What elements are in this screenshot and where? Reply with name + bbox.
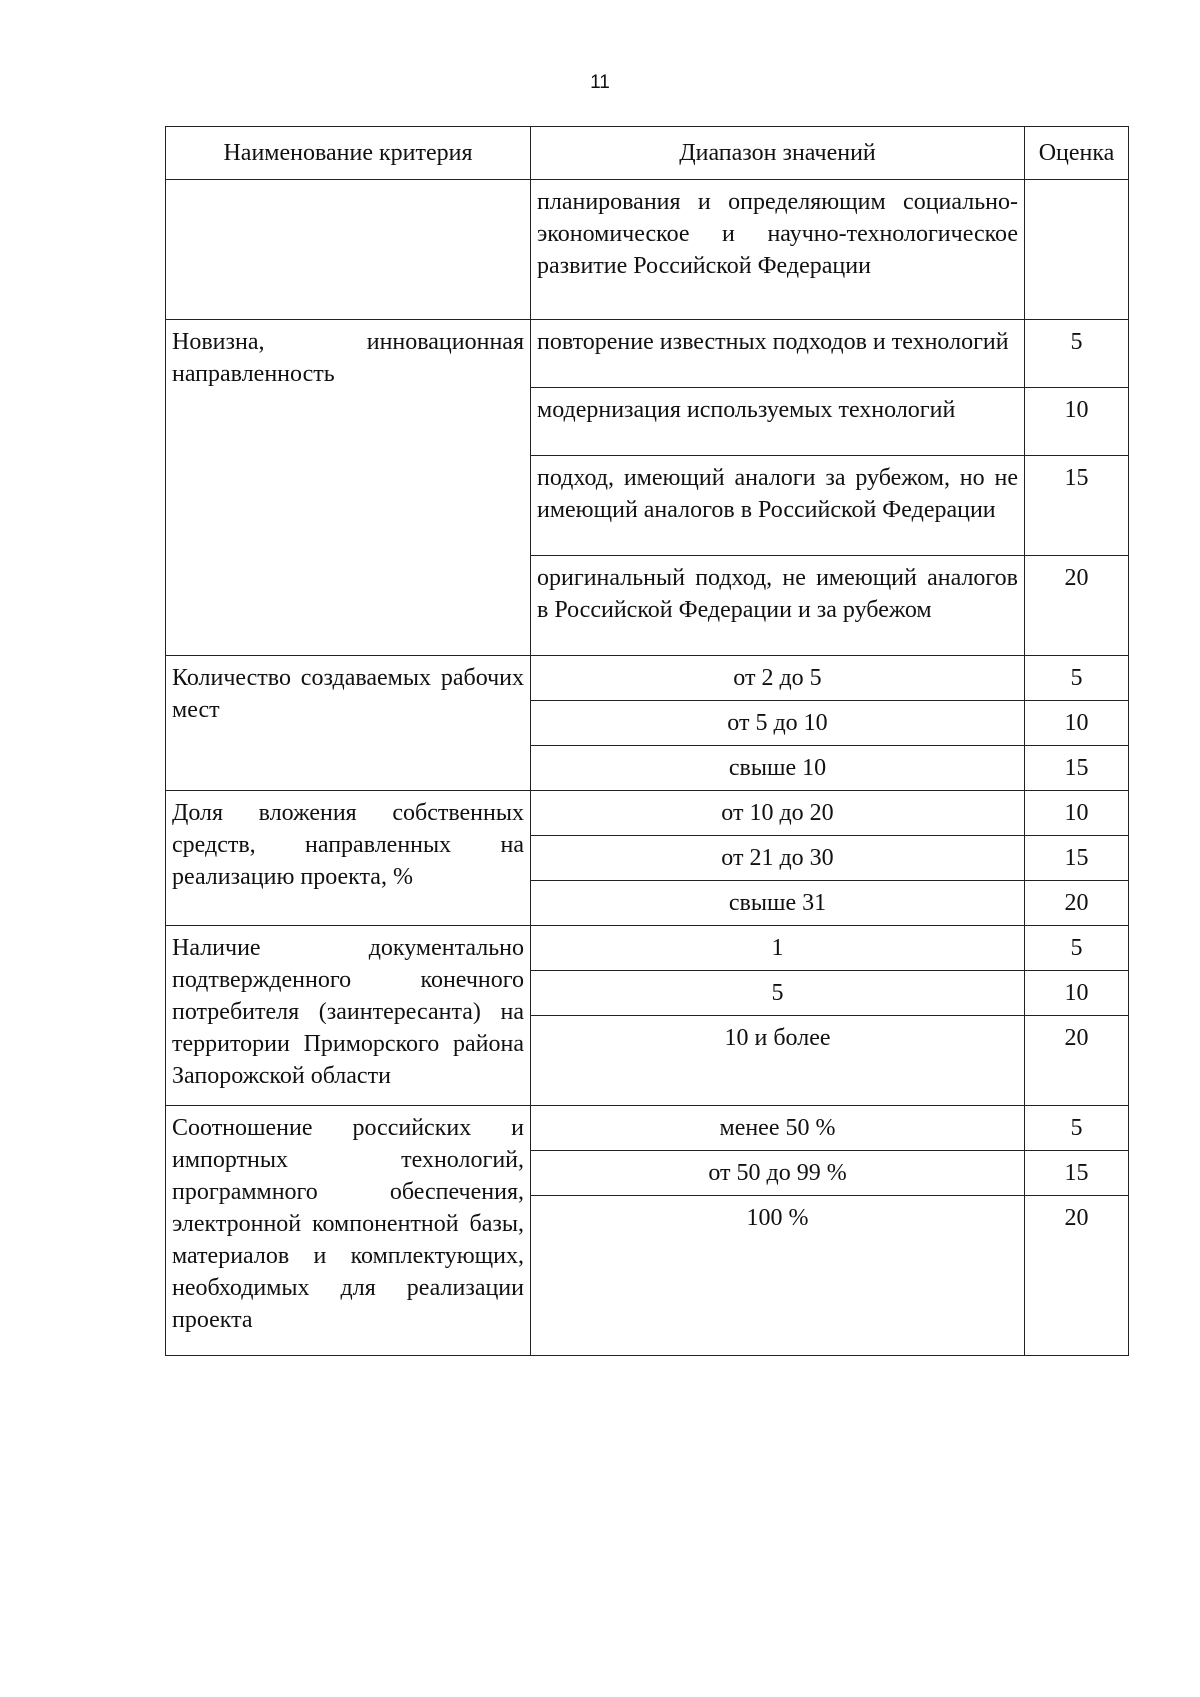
- score-cell: 20: [1025, 556, 1129, 656]
- range-cell: 1: [531, 926, 1025, 971]
- score-cell: 5: [1025, 1106, 1129, 1151]
- table-row: [166, 926, 1129, 971]
- score-cell: 15: [1025, 1151, 1129, 1196]
- header-range: Диапазон значений: [531, 127, 1025, 180]
- range-cell: 10 и более: [531, 1016, 1025, 1106]
- range-cell: менее 50 %: [531, 1106, 1025, 1151]
- range-cell: от 10 до 20: [531, 791, 1025, 836]
- table-row: [166, 791, 1129, 836]
- criterion-cell: Доля вложения собственных средств, направленных на реализацию проекта, %: [166, 791, 531, 926]
- score-cell: 5: [1025, 926, 1129, 971]
- range-cell: подход, имеющий аналоги за рубежом, но не имеющий аналогов в Российской Федерации: [531, 456, 1025, 556]
- table-header-row: [166, 127, 1129, 180]
- table-row: [166, 320, 1129, 388]
- range-cell: 100 %: [531, 1196, 1025, 1356]
- header-score: Оценка: [1025, 127, 1129, 180]
- criteria-table: [165, 126, 1129, 1356]
- range-cell: модернизация используемых технологий: [531, 388, 1025, 456]
- range-cell: свыше 10: [531, 746, 1025, 791]
- score-cell: 20: [1025, 1196, 1129, 1356]
- score-cell: 5: [1025, 656, 1129, 701]
- score-cell: 20: [1025, 881, 1129, 926]
- criterion-cell: Наличие документально подтвержденного конечного потребителя (заинтересанта) на территории Приморского района Запорожской области: [166, 926, 531, 1106]
- range-cell: 5: [531, 971, 1025, 1016]
- range-cell: свыше 31: [531, 881, 1025, 926]
- range-cell: от 50 до 99 %: [531, 1151, 1025, 1196]
- score-cell: 10: [1025, 791, 1129, 836]
- table-row: [166, 656, 1129, 701]
- score-cell: 15: [1025, 456, 1129, 556]
- score-cell: [1025, 180, 1129, 320]
- criterion-cell: Количество создаваемых рабочих мест: [166, 656, 531, 791]
- score-cell: 10: [1025, 971, 1129, 1016]
- range-cell: повторение известных подходов и технологий: [531, 320, 1025, 388]
- table-row: [166, 1106, 1129, 1151]
- criterion-cell: Соотношение российских и импортных технологий, программного обеспечения, электронной компонентной базы, материалов и комплектующих, необходимых для реализации проекта: [166, 1106, 531, 1356]
- header-criterion: Наименование критерия: [166, 127, 531, 180]
- range-cell: от 21 до 30: [531, 836, 1025, 881]
- score-cell: 15: [1025, 836, 1129, 881]
- score-cell: 20: [1025, 1016, 1129, 1106]
- score-cell: 10: [1025, 388, 1129, 456]
- range-cell: от 5 до 10: [531, 701, 1025, 746]
- range-cell: планирования и определяющим социально-экономическое и научно-технологическое развитие Российской Федерации: [531, 180, 1025, 320]
- page-number: 11: [590, 72, 610, 93]
- score-cell: 5: [1025, 320, 1129, 388]
- range-cell: от 2 до 5: [531, 656, 1025, 701]
- criterion-cell: Новизна, инновационная направленность: [166, 320, 531, 656]
- table-row: [166, 180, 1129, 320]
- score-cell: 15: [1025, 746, 1129, 791]
- criterion-cell: [166, 180, 531, 320]
- score-cell: 10: [1025, 701, 1129, 746]
- range-cell: оригинальный подход, не имеющий аналогов в Российской Федерации и за рубежом: [531, 556, 1025, 656]
